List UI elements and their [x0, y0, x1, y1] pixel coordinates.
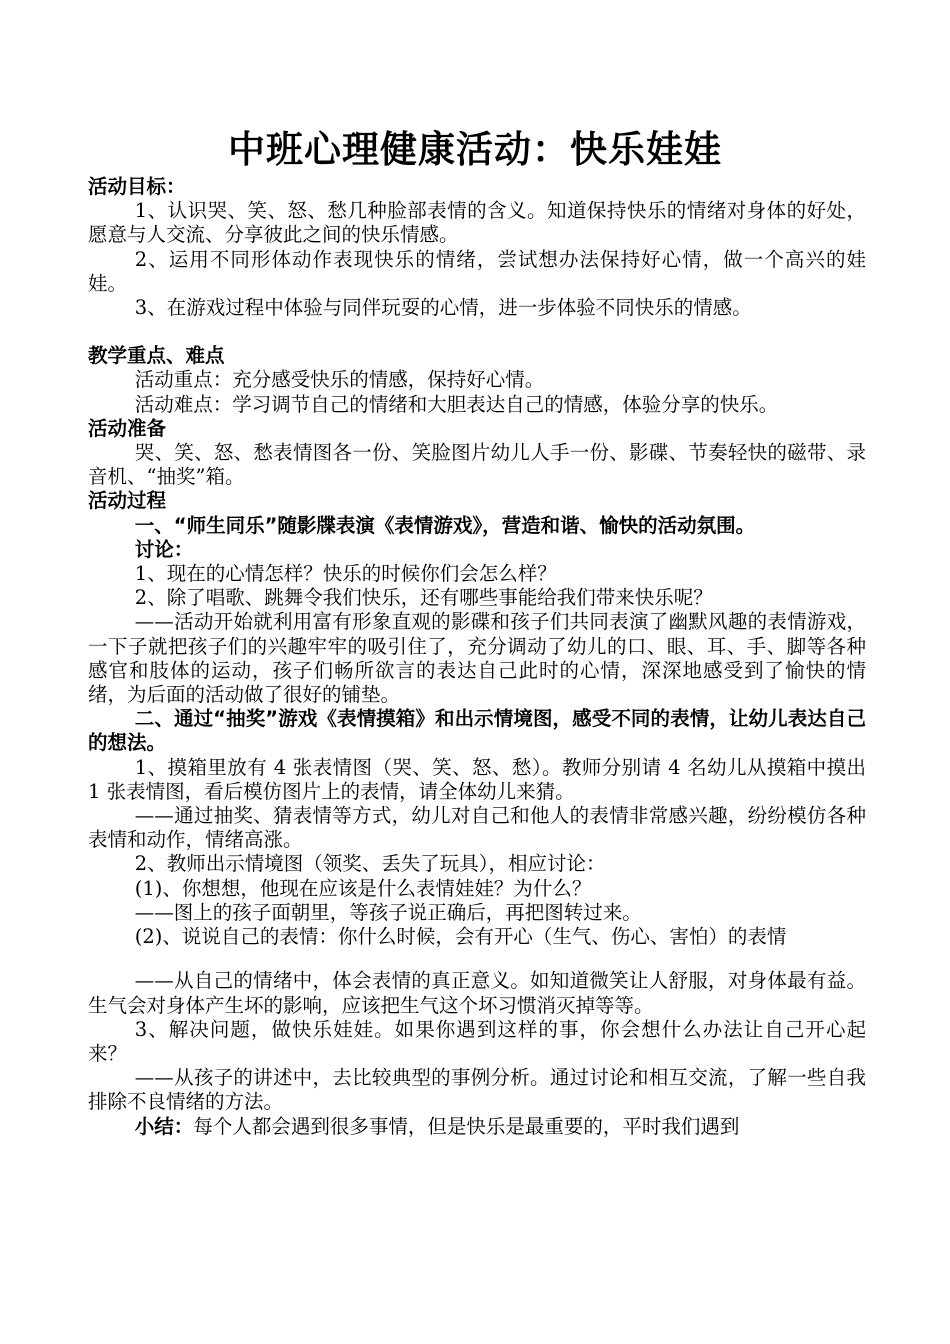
step3-item: 3、解决问题，做快乐娃娃。如果你遇到这样的事，你会想什么办法让自己开心起来？ [88, 1017, 866, 1065]
goal-item: 1、认识哭、笑、怒、愁几种脸部表情的含义。知道保持快乐的情绪对身体的好处，愿意与人交流、分享彼此之间的快乐情感。 [88, 199, 866, 247]
goal-item: 2、运用不同形体动作表现快乐的情绪，尝试想办法保持好心情，做一个高兴的娃娃。 [88, 247, 866, 295]
spacer [88, 949, 866, 969]
step2-item: 1、摸箱里放有 4 张表情图（哭、笑、怒、愁）。教师分别请 4 名幼儿从摸箱中摸出 1 张表情图，看后模仿图片上的表情，请全体幼儿来猜。 [88, 755, 866, 803]
step1-reflection: ——活动开始就利用富有形象直观的影碟和孩子们共同表演了幽默风趣的表情游戏，一下子就把孩子们的兴趣牢牢的吸引住了，充分调动了幼儿的口、眼、耳、手、脚等各种感官和肢体的运动，孩子们畅所欲言的表达自己此时的心情，深深地感受到了愉快的情绪，为后面的活动做了很好的铺垫。 [88, 610, 866, 707]
goal-item: 3、在游戏过程中体验与同伴玩耍的心情，进一步体验不同快乐的情感。 [134, 296, 752, 320]
process-heading: 活动过程 [88, 489, 167, 513]
step2-item: 2、教师出示情境图（领奖、丢失了玩具），相应讨论： [134, 852, 606, 876]
key-point-item: 活动重点：充分感受快乐的情感，保持好心情。 [134, 368, 545, 392]
preparation-heading: 活动准备 [88, 416, 167, 440]
step2-item: (1)、你想想，他现在应该是什么表情娃娃？为什么？ [134, 876, 592, 900]
step2-reflection: ——从自己的情绪中，体会表情的真正意义。如知道微笑让人舒服，对身体最有益。生气会对身体产生坏的影响，应该把生气这个坏习惯消灭掉等等。 [88, 969, 866, 1017]
step3-item: ——从孩子的讲述中，去比较典型的事例分析。通过讨论和相互交流，了解一些自我排除不良情绪的方法。 [88, 1066, 866, 1114]
key-points-heading: 教学重点、难点 [88, 344, 225, 368]
step2-title: 二、通过“抽奖”游戏《表情摸箱》和出示情境图，感受不同的表情，让幼儿表达自己的想法。 [88, 707, 866, 755]
page-title: 中班心理健康活动：快乐娃娃 [228, 128, 722, 171]
document-body [88, 175, 866, 1139]
summary-label: 小结： [134, 1114, 194, 1138]
summary-text: 每个人都会遇到很多事情，但是快乐是最重要的，平时我们遇到 [193, 1114, 740, 1138]
discussion-label: 讨论： [134, 537, 194, 561]
step2-item: (2)、说说自己的表情：你什么时候，会有开心（生气、伤心、害怕）的表情 [134, 925, 787, 949]
preparation-item: 哭、笑、怒、愁表情图各一份、笑脸图片幼儿人手一份、影碟、节奏轻快的磁带、录音机、“抽奖”箱。 [88, 441, 866, 489]
step2-item: ——通过抽奖、猜表情等方式，幼儿对自己和他人的表情非常感兴趣，纷纷模仿各种表情和动作，情绪高涨。 [88, 804, 866, 852]
step1-item: 1、现在的心情怎样？快乐的时候你们会怎么样？ [134, 562, 557, 586]
step1-item: 2、除了唱歌、跳舞令我们快乐，还有哪些事能给我们带来快乐呢？ [134, 586, 713, 610]
summary-paragraph [88, 1115, 866, 1139]
spacer [88, 320, 866, 344]
step2-item: ——图上的孩子面朝里，等孩子说正确后，再把图转过来。 [134, 900, 642, 924]
goals-heading: 活动目标： [88, 175, 186, 198]
key-point-item: 活动难点：学习调节自己的情绪和大胆表达自己的情感，体验分享的快乐。 [134, 392, 779, 416]
step1-title: 一、“师生同乐”随影牒表演《表情游戏》，营造和谐、愉快的活动氛围。 [134, 513, 756, 537]
